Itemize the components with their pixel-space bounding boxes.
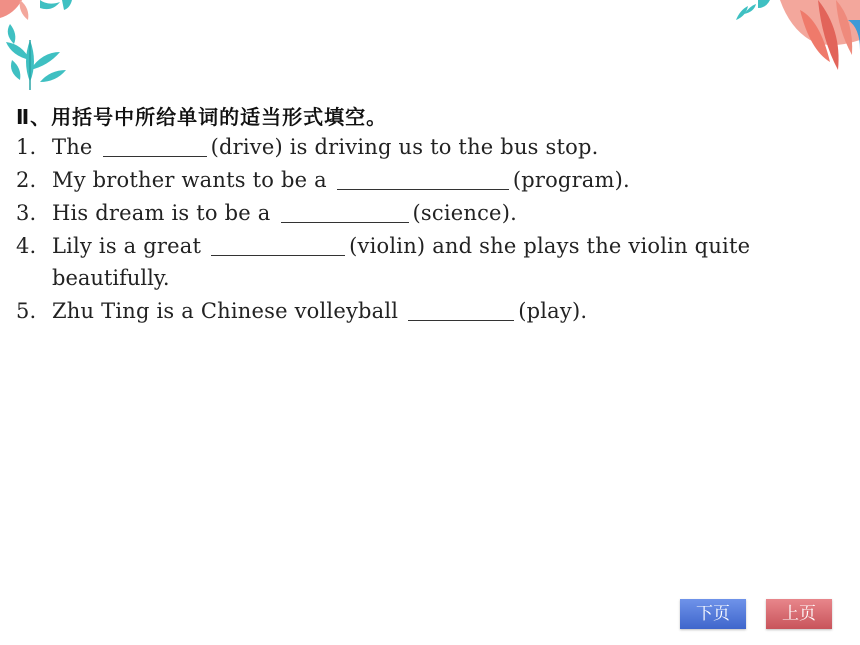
question-number: 4. [16, 234, 37, 258]
question-text-after: (violin) and she plays the violin quite [349, 234, 751, 258]
answer-blank[interactable] [211, 235, 345, 256]
answer-blank[interactable] [281, 202, 409, 223]
question-text-before: His dream is to be a [52, 201, 271, 225]
question-2 [16, 168, 630, 192]
question-text-before: Lily is a great [52, 234, 202, 258]
question-3 [16, 201, 517, 225]
question-number: 3. [16, 201, 37, 225]
question-4-continuation: beautifully. [52, 266, 170, 290]
answer-blank[interactable] [408, 300, 514, 321]
answer-blank[interactable] [337, 169, 509, 190]
leaf-decoration-right-icon [730, 0, 860, 75]
question-text-before: The [52, 135, 93, 159]
question-text-before: My brother wants to be a [52, 168, 327, 192]
question-1 [16, 135, 599, 159]
question-text-after: (science). [412, 201, 517, 225]
question-text-after: (program). [512, 168, 630, 192]
question-number: 1. [16, 135, 37, 159]
question-number: 2. [16, 168, 37, 192]
previous-page-button[interactable]: 上页 [766, 599, 832, 629]
question-number: 5. [16, 299, 37, 323]
section-heading: Ⅱ、用括号中所给单词的适当形式填空。 [16, 105, 388, 129]
leaf-decoration-left-icon [0, 0, 80, 95]
question-text-after: (drive) is driving us to the bus stop. [210, 135, 599, 159]
question-text-before: Zhu Ting is a Chinese volleyball [52, 299, 399, 323]
question-text-after: (play). [518, 299, 588, 323]
question-4 [16, 234, 750, 258]
next-page-button[interactable]: 下页 [680, 599, 746, 629]
question-5 [16, 299, 587, 323]
answer-blank[interactable] [103, 136, 207, 157]
